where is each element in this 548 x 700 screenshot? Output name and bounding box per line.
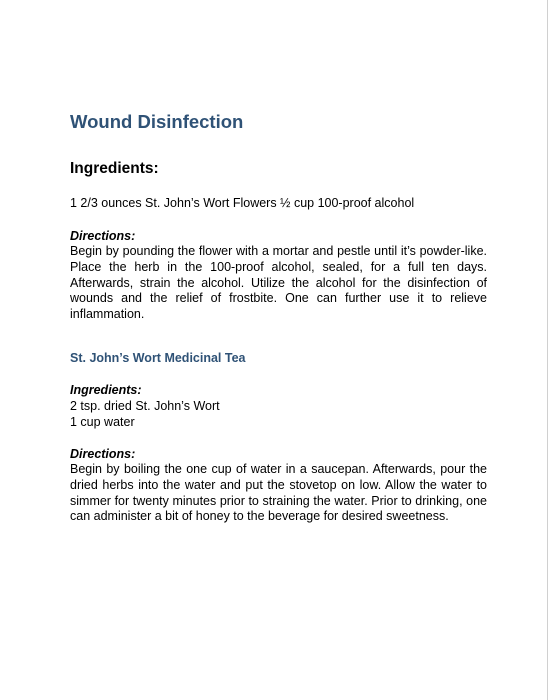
tea-directions-text: Begin by boiling the one cup of water in a saucepan. Afterwards, pour the dried herbs into the water and put the stovetop on low. Allow the water to simmer for twenty minutes prior to straining the water. Prior to drinking, one can administer a bit of honey to the beverage for desired sweetness.	[70, 461, 487, 524]
wound-directions-text: Begin by pounding the flower with a mortar and pestle until it’s powder-like. Place the herb in the 100-proof alcohol, sealed, for a full ten days. Afterwards, strain the alcohol. Utilize the alcohol for the disinfection of wounds and the relief of frostbite. One can further use it to relieve inflammation.	[70, 244, 487, 322]
page-content	[70, 112, 487, 525]
tea-ingredients-label: Ingredients:	[70, 382, 142, 397]
wound-disinfection-title: Wound Disinfection	[70, 111, 244, 132]
tea-title: St. John’s Wort Medicinal Tea	[70, 350, 246, 365]
wound-ingredients-line: 1 2/3 ounces St. John’s Wort Flowers ½ cup 100-proof alcohol	[70, 196, 415, 210]
tea-ingredient-item: 1 cup water	[70, 414, 135, 429]
wound-ingredients-heading: Ingredients:	[70, 160, 159, 177]
tea-directions-label: Directions:	[70, 446, 136, 461]
tea-ingredient-item: 2 tsp. dried St. John’s Wort	[70, 398, 220, 413]
wound-directions-label: Directions:	[70, 229, 136, 243]
